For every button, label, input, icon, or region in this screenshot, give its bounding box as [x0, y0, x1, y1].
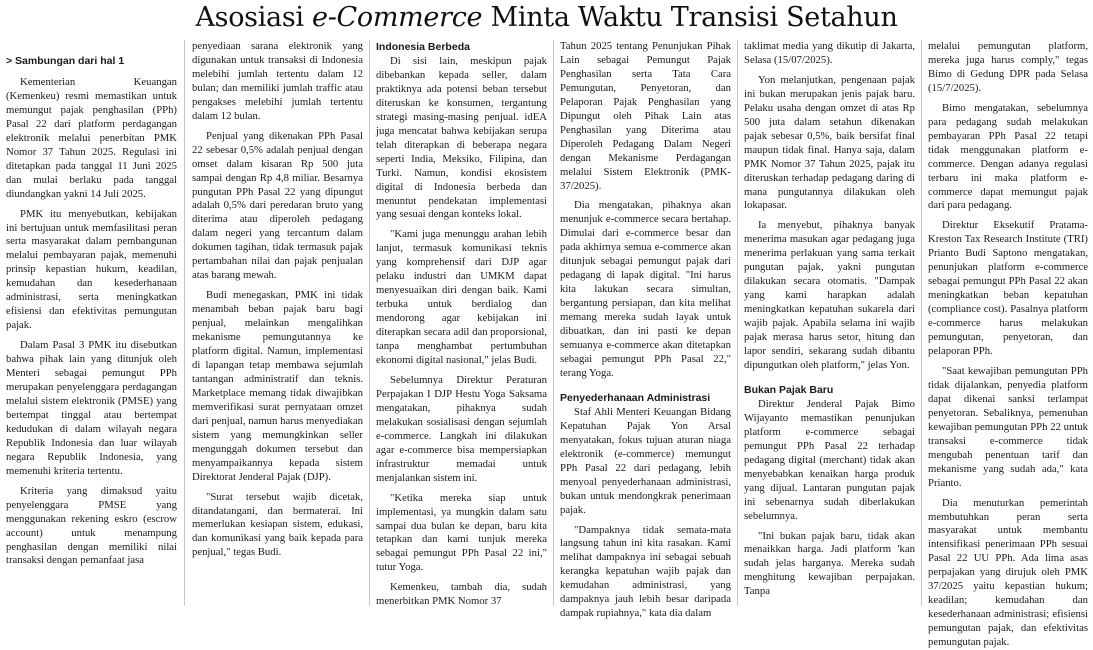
column-3	[376, 40, 547, 606]
paragraph: "Surat tersebut wajib dicetak, ditandatangani, dan bermaterai. Ini memerlukan kesiapan sistem, edukasi, dan komunikasi yang baik kepada para penjual," tegas Budi.	[192, 490, 363, 559]
subheading-indonesia-berbeda: Indonesia Berbeda	[376, 41, 470, 53]
paragraph: penyediaan sarana elektronik yang digunakan untuk transaksi di Indonesia melebihi jumlah tertentu dalam 12 bulan; dan memiliki jumlah traffic atau pengakses melebihi jumlah tertentu dalam 12 bulan.	[192, 40, 363, 122]
paragraph: Dia menuturkan pemerintah membutuhkan peran serta masyarakat untuk membantu intensifikasi penerimaan PPh sesuai Pasal 22 UU PPh. Ada lima asas perpajakan yang dirujuk oleh PMK 37/2025 yaitu kepastian hukum; keadilan; kemudahan dan kesederhanaan administrasi; efisiensi pemungutan pajak, dan efektivitas pemungutan pajak.	[928, 496, 1088, 649]
paragraph: taklimat media yang dikutip di Jakarta, Selasa (15/07/2025).	[744, 40, 915, 66]
column-divider	[369, 40, 370, 606]
column-4	[560, 40, 731, 620]
paragraph: Dalam Pasal 3 PMK itu disebutkan bahwa pihak lain yang ditunjuk oleh Menteri sebagai pemungut PPh merupakan penyelenggara perdagangan melalui sistem elektronik (PMSE) yang bertempat tinggal atau bertempat kedudukan di dalam wilayah negara Republik Indonesia dan luar wilayah negara Republik Indonesia, yang memenuhi kriteria tertentu.	[6, 339, 177, 477]
column-6	[928, 40, 1088, 649]
paragraph: Yon melanjutkan, pengenaan pajak ini bukan merupakan jenis pajak baru. Pelaku usaha dengan omzet di atas Rp 500 juta dalam setahun dikenakan pajak sebesar 0,5%, baik bersifat final maupun tidak final. Hanya saja, dalam PMK Nomor 37 Tahun 2025, pajak itu diteruskan terhadap pedagang daring di mana pungutannya dilakukan oleh lokapasar.	[744, 73, 915, 212]
article-columns	[6, 40, 1088, 649]
paragraph: Direktur Jenderal Pajak Bimo Wijayanto memastikan penunjukan platform e-commerce sebagai pemungut PPh Pasal 22 terhadap pedagang digital (merchant) tidak akan menyebabkan kenaikan harga produk yang dijual. Lantaran pungutan pajak ini sebenarnya sudah diberlakukan sebelumnya.	[744, 397, 915, 522]
column-divider	[921, 40, 922, 606]
column-1	[6, 40, 177, 606]
paragraph: "Ketika mereka siap untuk implementasi, ya mungkin dalam satu sampai dua bulan ke depan, baru kita tetapkan dan kami tunjuk mereka sebagai pemungut PPh Pasal 22 ini," tutur Yoga.	[376, 491, 547, 574]
column-divider	[184, 40, 185, 606]
paragraph: "Saat kewajiban pemungutan PPh tidak dijalankan, penyedia platform dapat dikenai sanksi terlampat penyetoran. Sebaliknya, pemenuhan kewajiban pemungutan PPh 22 untuk transaksi e-commerce tidak mengubah penentuan tarif dan mekanisme yang sudah ada," kata Prianto.	[928, 364, 1088, 489]
paragraph: Staf Ahli Menteri Keuangan Bidang Kepatuhan Pajak Yon Arsal menyatakan, fokus tujuan aturan niaga elektronik (e-commerce) memungut PPh Pasal 22 dari pedagang, lebih menyoal penyederhanaan administrasi, bukan untuk mendongkrak penerimaan pajak.	[560, 405, 731, 516]
paragraph: Budi menegaskan, PMK ini tidak menambah beban pajak baru bagi penjual, melainkan mengalihkan mekanisme pemungutannya ke platform digital. Namun, implementasi di lapangan tetap membawa sejumlah tantangan administratif dan teknis. Marketplace memang tidak diwajibkan memverifikasi surat pernyataan omzet dari penjual, namun harus menyediakan sistem yang memungkinkan seller mengunggah dokumen tersebut dan menyampaikannya kepada sistem Direktorat Jenderal Pajak (DJP).	[192, 289, 363, 483]
column-divider	[553, 40, 554, 606]
paragraph: "Dampaknya tidak semata-mata langsung tahun ini kita rasakan. Kami melihat dampaknya ini sebagai sebuah kerangka kepatuhan wajib pajak dan kemudahan administrasi, yang dampaknya jauh lebih besar daripada dampak rupiahnya," kata dia dalam	[560, 523, 731, 620]
paragraph: Tahun 2025 tentang Penunjukan Pihak Lain sebagai Pemungut Pajak Penghasilan serta Tata Cara Pemungutan, Penyetoran, dan Pelaporan Pajak Penghasilan yang Dipungut oleh Pihak Lain atas Penghasilan yang Diterima atau Diperoleh Pedagang Dalam Negeri dengan Mekanisme Perdagangan melalui Sistem Elektronik (PMK-37/2025).	[560, 40, 731, 192]
column-5	[744, 40, 915, 606]
headline-part-1: Asosiasi	[195, 2, 313, 33]
headline	[0, 0, 1093, 36]
paragraph: Di sisi lain, meskipun pajak dibebankan kepada seller, dalam praktiknya ada potensi beban tersebut diteruskan ke konsumen, tergantung strategi masing-masing penjual. idEA juga mencatat bahwa kebijakan serupa telah diterapkan di beberapa negara seperti India, Meksiko, Filipina, dan Turki. Namun, kondisi ekosistem digital di Indonesia berbeda dan menuntut pendekatan implementasi yang sesuai dengan konteks lokal.	[376, 55, 547, 221]
headline-part-2: e-Commerce	[312, 2, 483, 33]
subheading-penyederhanaan-administrasi: Penyederhanaan Administrasi	[560, 391, 711, 404]
paragraph: Ia menyebut, pihaknya banyak menerima masukan agar pedagang juga menerima perlakuan yang sama terkait pungutan pajak, yakni pungutan dilakukan secara otomatis. "Dampak yang kami harapkan adalah meningkatkan kepatuhan sukarela dari wajib pajak. Apabila selama ini wajib pajak merasa harus setor, hitung dan lapor sendiri, sekarang sudah dibantu dipungutkan oleh platform," jelas Yon.	[744, 219, 915, 371]
subheading-bukan-pajak-baru: Bukan Pajak Baru	[744, 383, 834, 396]
paragraph: Kriteria yang dimaksud yaitu penyelenggara PMSE yang menggunakan rekening eskro (escrow account) untuk menampung penghasilan dengan memiliki nilai transaksi dengan pemanfaat jasa	[6, 484, 177, 567]
paragraph: Penjual yang dikenakan PPh Pasal 22 sebesar 0,5% adalah penjual dengan omset dalam kisaran Rp 500 juta sampai dengan Rp 4,8 miliar. Besarnya pungutan PPh Pasal 22 yang dipungut adalah 0,5% dari peredaran bruto yang diterima atau diperoleh pedagang dalam negeri yang tercantum dalam dokumen tagihan, tidak termasuk pajak pertambahan nilai dan pajak penjualan atas barang mewah.	[192, 129, 363, 282]
paragraph: Sebelumnya Direktur Peraturan Perpajakan I DJP Hestu Yoga Saksama mengatakan, pihaknya sudah melakukan sosialisasi dengan sejumlah e-commerce. Langkah ini dilakukan agar e-commerce bisa mempersiapkan infrastruktur memadai untuk menjalankan sistem ini.	[376, 373, 547, 484]
paragraph: Dia mengatakan, pihaknya akan menunjuk e-commerce secara bertahap. Dimulai dari e-commerce besar dan pada akhirnya semua e-commerce akan ditunjuk sebagai pemungut pajak dari pedagang di lapak digital. "Ini harus kita lakukan secara simultan, bergantung persiapan, dan kita melihat memang mereka sudah layak untuk dibuatkan, dan ini pasti ke depan semuanya e-commerce akan ditetapkan sebagai pemungut PPh Pasal 22," terang Yoga.	[560, 199, 731, 379]
paragraph: PMK itu menyebutkan, kebijakan ini bertujuan untuk memfasilitasi peran serta masyarakat dalam pembangunan melalui pembayaran pajak, memenuhi prinsip kepastian hukum, keadilan, kemudahan dan kesederhanaan administrasi, serta meningkatkan efisiensi dan efektivitas pemungutan pajak.	[6, 207, 177, 332]
paragraph: "Ini bukan pajak baru, tidak akan menaikkan harga. Jadi platform 'kan sudah jelas harganya. Mereka sudah menghitung kewajiban perpajakan. Tanpa	[744, 529, 915, 598]
paragraph: "Kami juga menunggu arahan lebih lanjut, termasuk komunikasi teknis yang komprehensif dari DJP agar pelaku industri dan UMKM dapat menyesuaikan diri dengan baik. Kami terbuka untuk berdialog dan mendorong agar kebijakan ini diterapkan secara adil dan proporsional, tanpa menghambat pertumbuhan ekonomi digital nasional," jelas Budi.	[376, 228, 547, 367]
headline-part-3: Minta Waktu Transisi Setahun	[482, 2, 898, 33]
column-divider	[737, 40, 738, 606]
paragraph: Bimo mengatakan, sebelumnya para pedagang sudah melakukan pembayaran PPh Pasal 22 tetapi tidak menggunakan platform e-commerce. Dengan adanya regulasi terbaru ini maka platform e-commerce dapat memungut pajak dari para pedagang.	[928, 101, 1088, 212]
paragraph: Direktur Eksekutif Pratama-Kreston Tax Research Institute (TRI) Prianto Budi Saptono mengatakan, penunjukan platform e-commerce sebagai pemungut PPh Pasal 22 akan meningkatkan beban kepatuhan (compliance cost). Pasalnya platform e-commerce harus melakukan pemungutan, penyetoran, dan pelaporan PPh.	[928, 219, 1088, 358]
column-2	[192, 40, 363, 606]
continuation-kicker: > Sambungan dari hal 1	[6, 55, 125, 67]
paragraph: Kemenkeu, tambah dia, sudah menerbitkan PMK Nomor 37	[376, 581, 547, 608]
paragraph: Kementerian Keuangan (Kemenkeu) resmi memastikan untuk memungut pajak penghasilan (PPh) Pasal 22 dari platform perdagangan elektronik melalui penerbitan PMK Nomor 37 Tahun 2025. Regulasi ini ditetapkan pada tanggal 11 Juni 2025 dan mulai berlaku pada tanggal diundangkan yakni 14 Juli 2025.	[6, 76, 177, 200]
paragraph: melalui pemungutan platform, mereka juga harus comply," tegas Bimo di Gedung DPR pada Selasa (15/7/2025).	[928, 40, 1088, 94]
